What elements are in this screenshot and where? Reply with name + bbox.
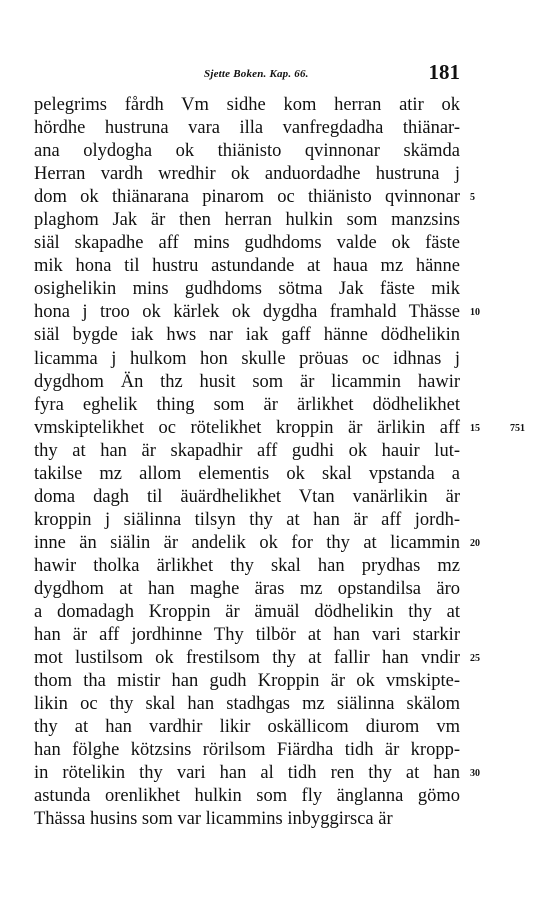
- margin-row: [470, 624, 532, 647]
- manuscript-page-ref: 751: [510, 422, 525, 434]
- text-line: inne än siälin är andelik ok for thy at licammin: [34, 532, 460, 553]
- text-line: fyra eghelik thing som är ärlikhet dödhelikhet: [34, 394, 460, 415]
- text-line: pelegrims fårdh Vm sidhe kom herran atir ok: [34, 95, 460, 115]
- text-line: mik hona til hustru astundande at haua mz hänne: [34, 256, 460, 277]
- text-line: astunda orenlikhet hulkin som fly änglanna gömo: [34, 786, 460, 807]
- text-line: thy at han vardhir likir oskällicom diurom vm: [34, 717, 460, 738]
- margin-row: [470, 532, 532, 555]
- text-line: ana olydogha ok thiänisto qvinnonar skämda: [34, 141, 460, 162]
- margin-row: [470, 440, 532, 463]
- margin-row: [470, 647, 532, 670]
- margin-row: [470, 509, 532, 532]
- body-text: [34, 94, 460, 832]
- page-header: [34, 58, 460, 90]
- page-number: 181: [428, 60, 460, 84]
- margin-row: [470, 163, 532, 186]
- text-line: likin oc thy skal han stadhgas mz siälinna skälom: [34, 694, 460, 715]
- line-number: 5: [470, 192, 475, 204]
- margin-row: [470, 255, 532, 278]
- margin-row: [470, 463, 532, 486]
- text-line: han fölghe kötzsins rörilsom Fiärdha tidh är kropp-: [34, 740, 460, 761]
- margin-row: [470, 232, 532, 255]
- margin-row: [470, 693, 532, 716]
- margin-row: [470, 486, 532, 509]
- text-line: hawir tholka ärlikhet thy skal han prydhas mz: [34, 555, 460, 576]
- margin-row: [470, 324, 532, 347]
- margin-row: [470, 117, 532, 140]
- text-line: siäl skapadhe aff mins gudhdoms valde ok fäste: [34, 233, 460, 254]
- margin-row: [470, 739, 532, 762]
- margin-row: [470, 808, 532, 831]
- text-line: vmskiptelikhet oc rötelikhet kroppin är ärlikin aff: [34, 417, 460, 438]
- text-line: dygdhom Än thz husit som är licammin hawir: [34, 371, 460, 392]
- text-line: Herran vardh wredhir ok anduordadhe hustruna j: [34, 164, 460, 185]
- text-line: han är aff jordhinne Thy tilbör at han vari starkir: [34, 625, 460, 646]
- running-head: Sjette Boken. Kap. 66.: [204, 68, 309, 80]
- margin-row: [470, 762, 532, 785]
- margin-row: [470, 716, 532, 739]
- margin-row: [470, 371, 532, 394]
- text-line: in rötelikin thy vari han al tidh ren thy at han: [34, 763, 460, 784]
- text-line: osighelikin mins gudhdoms sötma Jak fäste mik: [34, 279, 460, 300]
- text-line: takilse mz allom elementis ok skal vpstanda a: [34, 463, 460, 484]
- text-line: Thässa husins som var licammins inbyggirsca är: [34, 809, 393, 830]
- text-line: dom ok thiänarana pinarom oc thiänisto qvinnonar: [34, 187, 460, 208]
- text-line: doma dagh til äuärdhelikhet Vtan vanärlikin är: [34, 486, 460, 507]
- margin-row: [470, 140, 532, 163]
- margin-row: [470, 578, 532, 601]
- margin-row: [470, 301, 532, 324]
- margin-row: [470, 186, 532, 209]
- text-line: licamma j hulkom hon skulle pröuas oc idhnas j: [34, 348, 460, 369]
- line-number: 20: [470, 537, 480, 549]
- line-number: 30: [470, 768, 480, 780]
- text-line: hona j troo ok kärlek ok dygdha framhald Thässe: [34, 302, 460, 323]
- line-number: 25: [470, 653, 480, 665]
- text-line: hördhe hustruna vara illa vanfregdadha thiänar-: [34, 118, 460, 139]
- text-line: thom tha mistir han gudh Kroppin är ok vmskipte-: [34, 671, 460, 692]
- text-line: a domadagh Kroppin är ämuäl dödhelikin thy at: [34, 602, 460, 623]
- line-number: 10: [470, 307, 480, 319]
- text-line: siäl bygde iak hws nar iak gaff hänne dödhelikin: [34, 325, 460, 346]
- margin-row: [470, 278, 532, 301]
- text-line: mot lustilsom ok frestilsom thy at fallir han vndir: [34, 648, 460, 669]
- margin-row: [470, 601, 532, 624]
- margin-row: [470, 670, 532, 693]
- text-line: dygdhom at han maghe äras mz opstandilsa äro: [34, 578, 460, 599]
- margin-row: [470, 785, 532, 808]
- margin-row: [470, 94, 532, 117]
- text-line: kroppin j siälinna tilsyn thy at han är aff jordh-: [34, 509, 460, 530]
- margin-row: [470, 348, 532, 371]
- margin-row: [470, 417, 532, 440]
- text-line: thy at han är skapadhir aff gudhi ok hauir lut-: [34, 440, 460, 461]
- text-line: plaghom Jak är then herran hulkin som manzsins: [34, 210, 460, 231]
- line-number: 15: [470, 422, 480, 434]
- margin-row: [470, 394, 532, 417]
- margin-row: [470, 555, 532, 578]
- line-number-margin: [470, 94, 532, 832]
- margin-row: [470, 209, 532, 232]
